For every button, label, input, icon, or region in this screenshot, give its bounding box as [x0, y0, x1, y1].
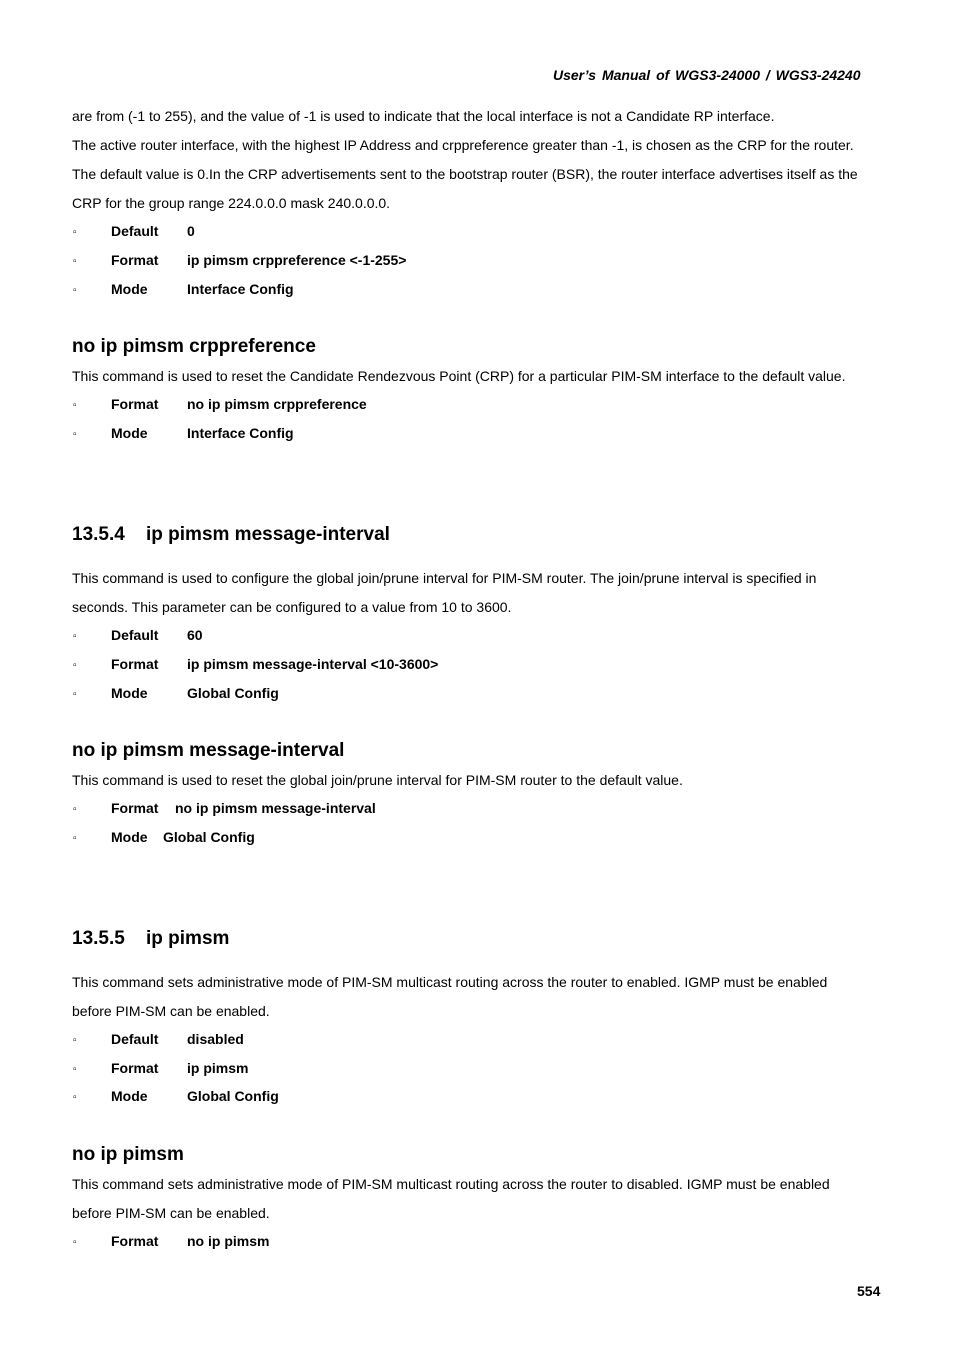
param-value: 60 — [187, 627, 203, 643]
param-value: no ip pimsm message-interval — [175, 800, 376, 816]
bullet-icon: ▫ — [73, 429, 77, 440]
section-desc-line: before PIM-SM can be enabled. — [72, 1003, 270, 1019]
subsection-title: no ip pimsm message-interval — [72, 740, 345, 761]
section-title: ip pimsm message-interval — [146, 524, 390, 545]
subsection-title: no ip pimsm — [72, 1144, 184, 1165]
param-label: Format — [111, 656, 159, 672]
bullet-icon: ▫ — [73, 1092, 77, 1103]
bullet-icon: ▫ — [73, 1237, 77, 1248]
intro-line: The active router interface, with the highest IP Address and crppreference greater than -1, is chosen as the CRP for the router. — [72, 137, 854, 153]
intro-line: CRP for the group range 224.0.0.0 mask 240.0.0.0. — [72, 195, 391, 211]
bullet-icon: ▫ — [73, 631, 77, 642]
param-label: Mode — [111, 829, 148, 845]
bullet-icon: ▫ — [73, 804, 77, 815]
param-label: Format — [111, 1233, 159, 1249]
param-value: no ip pimsm crppreference — [187, 396, 367, 412]
param-label: Format — [111, 800, 159, 816]
param-label: Mode — [111, 425, 148, 441]
section-desc-line: This command sets administrative mode of PIM-SM multicast routing across the router to enabled. IGMP must be enabled — [72, 974, 828, 990]
subsection-desc-line: This command sets administrative mode of PIM-SM multicast routing across the router to disabled. IGMP must be enabled — [72, 1176, 830, 1192]
bullet-icon: ▫ — [73, 1035, 77, 1046]
param-value: ip pimsm — [187, 1060, 249, 1076]
bullet-icon: ▫ — [73, 833, 77, 844]
param-label: Default — [111, 627, 159, 643]
param-label: Mode — [111, 1088, 148, 1104]
param-value: ip pimsm message-interval <10-3600> — [187, 656, 439, 672]
param-label: Format — [111, 1060, 159, 1076]
param-value: Global Config — [187, 1088, 279, 1104]
bullet-icon: ▫ — [73, 400, 77, 411]
section-desc-line: seconds. This parameter can be configured to a value from 10 to 3600. — [72, 599, 512, 615]
param-value: Global Config — [163, 829, 255, 845]
subsection-desc-line: before PIM-SM can be enabled. — [72, 1205, 270, 1221]
param-label: Mode — [111, 685, 148, 701]
param-label: Format — [111, 396, 159, 412]
page-number: 554 — [857, 1283, 881, 1299]
bullet-icon: ▫ — [73, 689, 77, 700]
param-label: Default — [111, 1031, 159, 1047]
param-value: disabled — [187, 1031, 244, 1047]
bullet-icon: ▫ — [73, 660, 77, 671]
intro-line: are from (-1 to 255), and the value of -1 is used to indicate that the local interface is not a Candidate RP interface. — [72, 108, 775, 124]
subsection-desc: This command is used to reset the global join/prune interval for PIM-SM router to the default value. — [72, 772, 683, 788]
bullet-icon: ▫ — [73, 285, 77, 296]
section-heading — [72, 928, 229, 950]
param-value: Interface Config — [187, 281, 294, 297]
param-label: Format — [111, 252, 159, 268]
param-label: Mode — [111, 281, 148, 297]
param-value: 0 — [187, 223, 195, 239]
param-label: Default — [111, 223, 159, 239]
subsection-desc: This command is used to reset the Candidate Rendezvous Point (CRP) for a particular PIM-SM interface to the default value. — [72, 368, 846, 384]
param-value: Global Config — [187, 685, 279, 701]
bullet-icon: ▫ — [73, 227, 77, 238]
param-value: ip pimsm crppreference <-1-255> — [187, 252, 407, 268]
section-desc-line: This command is used to configure the global join/prune interval for PIM-SM router. The join/prune interval is specified in — [72, 570, 817, 586]
bullet-icon: ▫ — [73, 1064, 77, 1075]
subsection-title: no ip pimsm crppreference — [72, 336, 316, 357]
section-number: 13.5.5 — [72, 928, 125, 949]
section-heading — [72, 524, 390, 546]
bullet-icon: ▫ — [73, 256, 77, 267]
section-number: 13.5.4 — [72, 524, 125, 545]
param-value: no ip pimsm — [187, 1233, 270, 1249]
section-title: ip pimsm — [146, 928, 230, 949]
page-header: User’s Manual of WGS3-24000 / WGS3-24240 — [553, 67, 861, 83]
param-value: Interface Config — [187, 425, 294, 441]
intro-line: The default value is 0.In the CRP advertisements sent to the bootstrap router (BSR), the router interface advertises itself as the — [72, 166, 858, 182]
